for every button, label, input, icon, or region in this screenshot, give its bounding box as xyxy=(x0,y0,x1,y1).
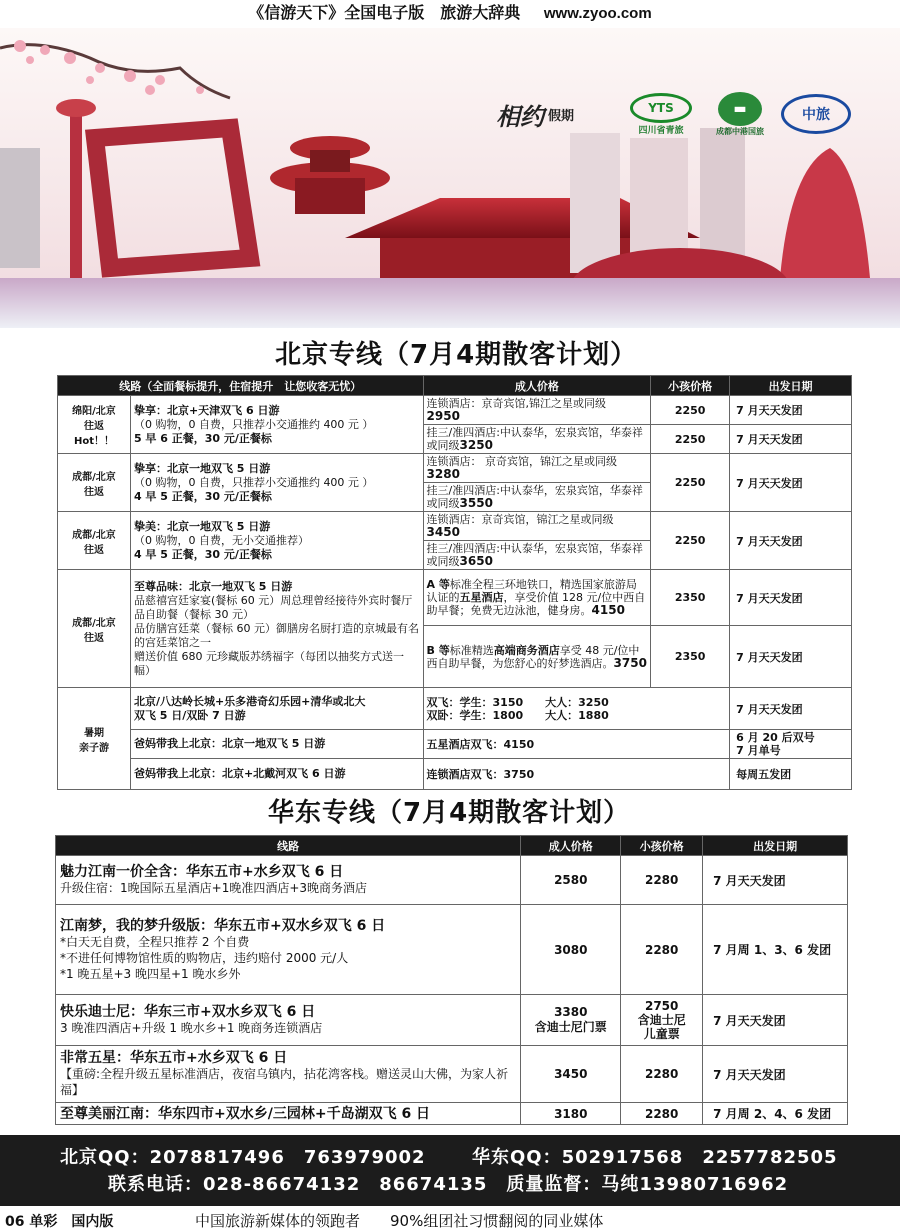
adult-price: 3180 xyxy=(521,1103,621,1125)
route-name: 江南梦，我的梦升级版：华东五市+双水乡双飞 6 日 xyxy=(60,917,386,934)
price-value: 3250 xyxy=(459,438,493,452)
child-price: 2250 xyxy=(651,425,730,454)
huadong-price-table xyxy=(55,835,848,1125)
table-row[interactable] xyxy=(58,512,852,541)
beijing-section-title: 北京专线（7月4期散客计划） xyxy=(275,340,638,370)
table-row[interactable] xyxy=(56,1046,848,1103)
col-child: 小孩价格 xyxy=(651,376,730,396)
price-value: 3550 xyxy=(459,496,493,510)
bus-icon: ▬ xyxy=(718,92,762,126)
hotel-desc: 标准精选 xyxy=(449,643,494,657)
table-row[interactable] xyxy=(58,730,852,759)
beijing-qq: 北京QQ：2078817496 763979002 xyxy=(60,1147,426,1168)
route-city: 成都/北京 往返 xyxy=(58,570,131,688)
hotel-desc: 标准全程三环地铁口，精选国家旅游局认证的 xyxy=(426,578,637,604)
route-desc xyxy=(56,1103,521,1125)
route-desc xyxy=(56,905,521,995)
table-row[interactable] xyxy=(58,759,852,790)
table-row[interactable] xyxy=(58,688,852,730)
adult-price xyxy=(423,396,651,425)
xiangyue-logo-text: 相约 xyxy=(495,102,544,131)
depart-date: 7 月天天发团 xyxy=(730,454,852,512)
depart-date: 7 月天天发团 xyxy=(730,396,852,425)
hotel-desc: ，享受价值 128 元/位中西自助早餐；免费无边泳池，健身房。 xyxy=(426,591,646,617)
route-name: 爸妈带我上北京：北京+北戴河双飞 6 日游 xyxy=(133,767,346,780)
col-date: 出发日期 xyxy=(703,836,848,856)
xiangyue-logo-sub: 假期 xyxy=(547,108,574,124)
hotel-desc: 挂三/准四酒店:中认泰华，宏泉宾馆，华泰祥或同级 xyxy=(426,542,643,568)
tier-label: B 等 xyxy=(426,643,450,657)
table-row[interactable] xyxy=(58,570,852,626)
depart-date: 7 月周 2、4、6 发团 xyxy=(703,1103,848,1125)
table-row[interactable] xyxy=(58,454,852,483)
adult-price xyxy=(423,570,651,626)
contact-phone: 联系电话：028-86674132 86674135 质量监督：马纯13980716962 xyxy=(108,1174,789,1195)
depart-date: 7 月天天发团 xyxy=(703,856,848,905)
child-price: 2280 xyxy=(621,1046,703,1103)
route-desc xyxy=(130,759,423,790)
route-city: 暑期 亲子游 xyxy=(58,688,131,790)
price-value: 3280 xyxy=(426,467,460,481)
beijing-price-table xyxy=(57,375,852,790)
child-price: 2280 xyxy=(621,856,703,905)
route-note: 赠送价值 680 元珍藏版苏绣福字（每团以抽奖方式送一幅） xyxy=(133,649,404,677)
depart-date: 7 月天天发团 xyxy=(730,626,852,688)
chengdu-zhonggang-text: 成都中港国旅 xyxy=(716,126,764,136)
route-desc xyxy=(130,396,423,454)
route-meals: 4 早 5 正餐，30 元/正餐标 xyxy=(133,547,272,561)
price-value: 2950 xyxy=(426,409,460,423)
xiangyue-logo xyxy=(455,89,615,139)
table-row[interactable] xyxy=(56,905,848,995)
adult-price xyxy=(423,626,651,688)
route-note: （0 购物，0 自费，无小交通推荐） xyxy=(133,533,309,547)
route-note: （0 购物，0 自费，只推荐小交通推约 400 元 ） xyxy=(133,475,374,489)
adult-price: 3450 xyxy=(521,1046,621,1103)
table-header-row xyxy=(56,836,848,856)
route-desc xyxy=(130,688,423,730)
adult-price: 3080 xyxy=(521,905,621,995)
route-name: 非常五星：华东五市+水乡双飞 6 日 xyxy=(60,1050,288,1066)
route-note: （0 购物，0 自费，只推荐小交通推约 400 元 ） xyxy=(133,417,374,431)
route-name: 挚美：北京一地双飞 5 日游 xyxy=(133,519,271,533)
price-value: 4150 xyxy=(591,603,625,617)
adult-price xyxy=(423,454,651,483)
col-child: 小孩价格 xyxy=(621,836,703,856)
route-city: 成都/北京 往返 xyxy=(58,454,131,512)
depart-date: 7 月天天发团 xyxy=(730,688,852,730)
table-row[interactable] xyxy=(56,995,848,1046)
route-note: 品慈禧宫廷家宴(餐标 60 元）周总理曾经接待外宾时餐厅 xyxy=(133,593,413,607)
depart-date: 7 月天天发团 xyxy=(703,995,848,1046)
child-price: 2250 xyxy=(651,512,730,570)
col-adult: 成人价格 xyxy=(521,836,621,856)
route-name: 挚享：北京一地双飞 5 日游 xyxy=(133,461,271,475)
adult-price: 五星酒店双飞：4150 xyxy=(423,730,730,759)
huadong-qq: 华东QQ：502917568 2257782505 xyxy=(472,1147,838,1168)
route-note: 升级住宿：1晚国际五星酒店+1晚准四酒店+3晚商务酒店 xyxy=(60,881,368,895)
route-city: 绵阳/北京 往返 Hot！！ xyxy=(58,396,131,454)
depart-date: 7 月天天发团 xyxy=(730,425,852,454)
publication-title: 《信游天下》全国电子版 旅游大辞典 xyxy=(248,3,521,22)
route-meals: 5 早 6 正餐，30 元/正餐标 xyxy=(133,431,272,445)
route-name: 至尊美丽江南：华东四市+双水乡/三园林+千岛湖双飞 6 日 xyxy=(60,1105,431,1122)
price-value: 3650 xyxy=(459,554,493,568)
adult-price xyxy=(423,483,651,512)
col-adult: 成人价格 xyxy=(423,376,651,396)
depart-date: 每周五发团 xyxy=(730,759,852,790)
route-name: 双飞 5 日/双卧 7 日游 xyxy=(133,708,246,722)
child-price: 2350 xyxy=(651,570,730,626)
route-name: 挚享：北京+天津双飞 6 日游 xyxy=(133,403,280,417)
adult-price xyxy=(423,425,651,454)
beijing-skyline-illustration xyxy=(0,28,900,328)
child-price: 2250 xyxy=(651,454,730,512)
route-desc xyxy=(130,570,423,688)
tier-label: A 等 xyxy=(426,578,450,591)
page-footer xyxy=(0,1208,900,1230)
adult-price xyxy=(423,512,651,541)
child-price: 2250 xyxy=(651,396,730,425)
price-line: 双飞：学生：3150 大人：3250 xyxy=(426,695,609,709)
depart-date: 7 月天天发团 xyxy=(703,1046,848,1103)
sichuan-cyts-logo xyxy=(621,89,701,139)
route-note: 品自助餐（餐标 30 元） xyxy=(133,607,254,621)
price-line: 双卧：学生：1800 大人：1880 xyxy=(426,708,609,722)
zhonglv-logo xyxy=(779,89,853,139)
table-row[interactable] xyxy=(56,856,848,905)
adult-price xyxy=(423,541,651,570)
price-value: 3450 xyxy=(426,525,460,539)
top-banner xyxy=(0,0,900,28)
route-desc xyxy=(56,995,521,1046)
route-desc xyxy=(130,454,423,512)
hotel-desc: 享受 48 元/位中西自助早餐，为您舒心的好梦选酒店。 xyxy=(426,643,640,670)
route-name: 快乐迪士尼：华东三市+双水乡双飞 6 日 xyxy=(60,1004,316,1020)
price-value: 3750 xyxy=(613,655,647,670)
slogan: 中国旅游新媒体的领跑者 90%组团社习惯翻阅的同业媒体 xyxy=(195,1212,604,1230)
partner-logos xyxy=(455,88,853,140)
adult-price: 3380 含迪士尼门票 xyxy=(521,995,621,1046)
depart-date: 7 月周 1、3、6 发团 xyxy=(703,905,848,995)
route-desc xyxy=(130,730,423,759)
child-price: 2750 含迪士尼 儿童票 xyxy=(621,995,703,1046)
huadong-section-title: 华东专线（7月4期散客计划） xyxy=(268,798,631,828)
table-row[interactable] xyxy=(58,396,852,425)
route-note: 3 晚准四酒店+升级 1 晚水乡+1 晚商务连锁酒店 xyxy=(60,1021,323,1035)
route-desc xyxy=(56,1046,521,1103)
table-header-row xyxy=(58,376,852,396)
table-row[interactable] xyxy=(56,1103,848,1125)
hotel-desc: 连锁酒店： 京奇宾馆，锦江之星或同级 xyxy=(426,455,618,468)
sichuan-cyts-text: 四川省青旅 xyxy=(638,125,684,136)
contact-footer xyxy=(0,1135,900,1206)
chengdu-zhonggang-logo xyxy=(707,89,773,139)
route-note: 【重磅:全程升级五星标准酒店，夜宿乌镇内，拈花湾客栈。赠送灵山大佛，为家人祈福】 xyxy=(60,1067,509,1097)
hotel-tier: 高端商务酒店 xyxy=(493,643,560,657)
route-meals: 4 早 5 正餐，30 元/正餐标 xyxy=(133,489,272,503)
hotel-desc: 连锁酒店：京奇宾馆,锦江之星或同级 xyxy=(426,397,607,410)
hotel-tier: 五星酒店 xyxy=(459,591,504,604)
depart-date: 6 月 20 后双号 7 月单号 xyxy=(730,730,852,759)
col-route: 线路（全面餐标提升，住宿提升 让您收客无忧） xyxy=(58,376,424,396)
child-price: 2280 xyxy=(621,905,703,995)
hero-banner xyxy=(0,28,900,328)
route-city: 成都/北京 往返 xyxy=(58,512,131,570)
col-date: 出发日期 xyxy=(730,376,852,396)
page-number: 06 单彩 国内版 xyxy=(5,1214,114,1230)
hotel-desc: 挂三/准四酒店:中认泰华，宏泉宾馆，华泰祥或同级 xyxy=(426,484,643,510)
route-desc xyxy=(56,856,521,905)
route-name: 魅力江南一价全含：华东五市+水乡双飞 6 日 xyxy=(60,864,344,880)
adult-price xyxy=(423,688,730,730)
site-url[interactable]: www.zyoo.com xyxy=(543,5,652,22)
route-name: 至尊品味：北京一地双飞 5 日游 xyxy=(133,579,293,593)
route-note: *白天无自费，全程只推荐 2 个自费 *不进任何博物馆性质的购物店，违约赔付 2000 元/人 *1 晚五星+3 晚四星+1 晚水乡外 xyxy=(60,934,349,981)
zhonglv-mark: 中旅 xyxy=(781,94,851,134)
adult-price: 2580 xyxy=(521,856,621,905)
route-name: 爸妈带我上北京：北京一地双飞 5 日游 xyxy=(133,737,326,750)
hotel-desc: 连锁酒店：京奇宾馆，锦江之星或同级 xyxy=(426,513,614,526)
depart-date: 7 月天天发团 xyxy=(730,512,852,570)
route-desc xyxy=(130,512,423,570)
route-note: 品仿膳宫廷菜（餐标 60 元）御膳房名厨打造的京城最有名的宫廷菜馆之一 xyxy=(133,621,419,649)
sichuan-cyts-mark: YTS xyxy=(630,93,692,123)
adult-price: 连锁酒店双飞：3750 xyxy=(423,759,730,790)
hotel-desc: 挂三/准四酒店:中认泰华，宏泉宾馆，华泰祥或同级 xyxy=(426,426,643,452)
child-price: 2350 xyxy=(651,626,730,688)
depart-date: 7 月天天发团 xyxy=(730,570,852,626)
route-name: 北京/八达岭长城+乐多港奇幻乐园+清华或北大 xyxy=(133,694,366,708)
child-price: 2280 xyxy=(621,1103,703,1125)
col-route: 线路 xyxy=(56,836,521,856)
